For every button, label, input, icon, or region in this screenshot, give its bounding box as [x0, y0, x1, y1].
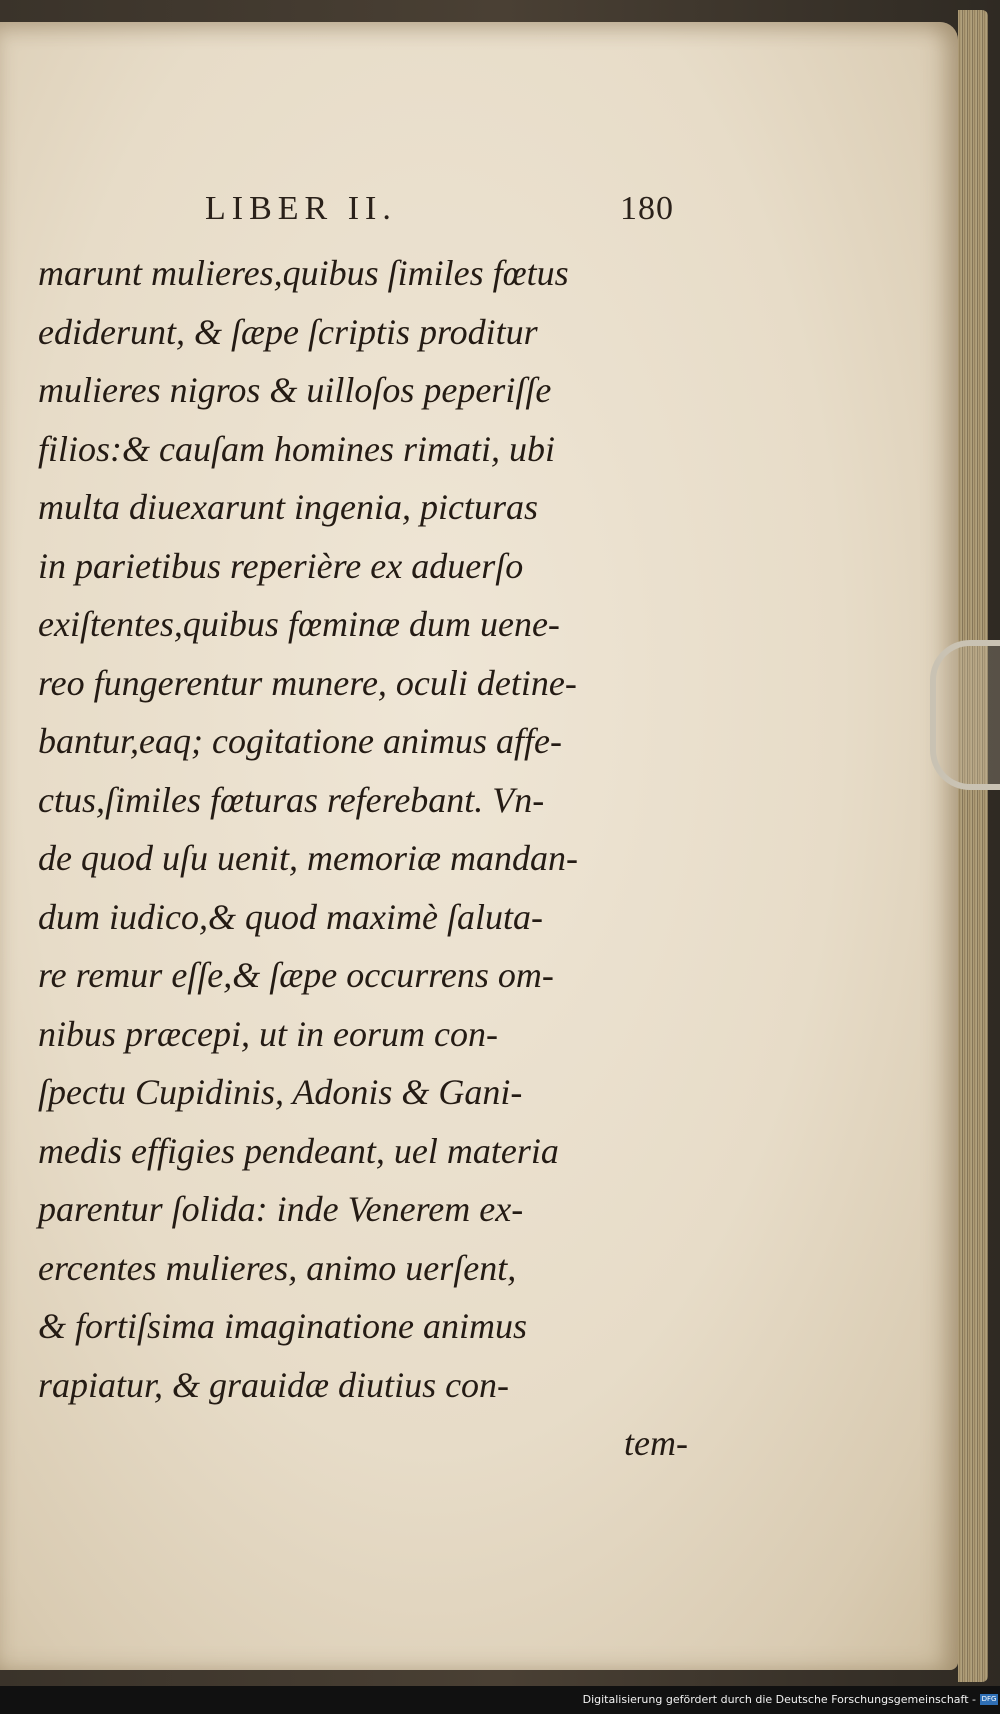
text-line: ſpectu Cupidinis, Adonis & Gani-	[38, 1072, 523, 1112]
text-line: parentur ſolida: inde Venerem ex-	[38, 1189, 524, 1229]
text-line: bantur,eaq; cogitatione animus affe-	[38, 721, 562, 761]
text-line: filios:& cauſam homines rimati, ubi	[38, 428, 555, 469]
text-line: ercentes mulieres, animo uerſent,	[38, 1247, 517, 1288]
text-line: mulieres nigros & uilloſos peperiſſe	[38, 370, 552, 410]
text-line: rapiatur, & grauidæ diutius con-	[38, 1364, 510, 1405]
text-line: ediderunt, & ſæpe ſcriptis proditur	[38, 311, 538, 352]
text-line: nibus præcepi, ut in eorum con-	[38, 1013, 498, 1054]
page-edges	[958, 10, 988, 1682]
page-number: 180	[620, 190, 674, 227]
running-head	[205, 190, 705, 230]
text-line: multa diuexarunt ingenia, picturas	[38, 487, 538, 527]
book-page	[0, 22, 958, 1670]
text-line: re remur eſſe,& ſæpe occurrens om-	[38, 955, 554, 995]
text-line: ctus,ſimiles fœturas referebant. Vn-	[38, 779, 545, 820]
catchword: tem-	[624, 1423, 688, 1463]
digitization-footer	[0, 1686, 1000, 1714]
running-head-title: LIBER II.	[205, 190, 397, 227]
text-line: in parietibus reperière ex aduerſo	[38, 545, 524, 586]
dfg-logo: DFG	[981, 1695, 997, 1703]
text-line: & fortiſsima imaginatione animus	[38, 1306, 528, 1346]
book-clasp	[930, 640, 1000, 790]
body-text	[38, 244, 688, 1473]
text-line: exiſtentes,quibus fœminæ dum uene-	[38, 604, 560, 644]
footer-credit: Digitalisierung gefördert durch die Deutsche Forschungsgemeinschaft -	[582, 1693, 976, 1706]
text-line: dum iudico,& quod maximè ſaluta-	[38, 896, 543, 937]
text-line: medis effigies pendeant, uel materia	[38, 1130, 559, 1171]
text-line: de quod uſu uenit, memoriæ mandan-	[38, 838, 578, 878]
text-line: reo fungerentur munere, oculi detine-	[38, 662, 577, 703]
text-line: marunt mulieres,quibus ſimiles fœtus	[38, 253, 569, 293]
